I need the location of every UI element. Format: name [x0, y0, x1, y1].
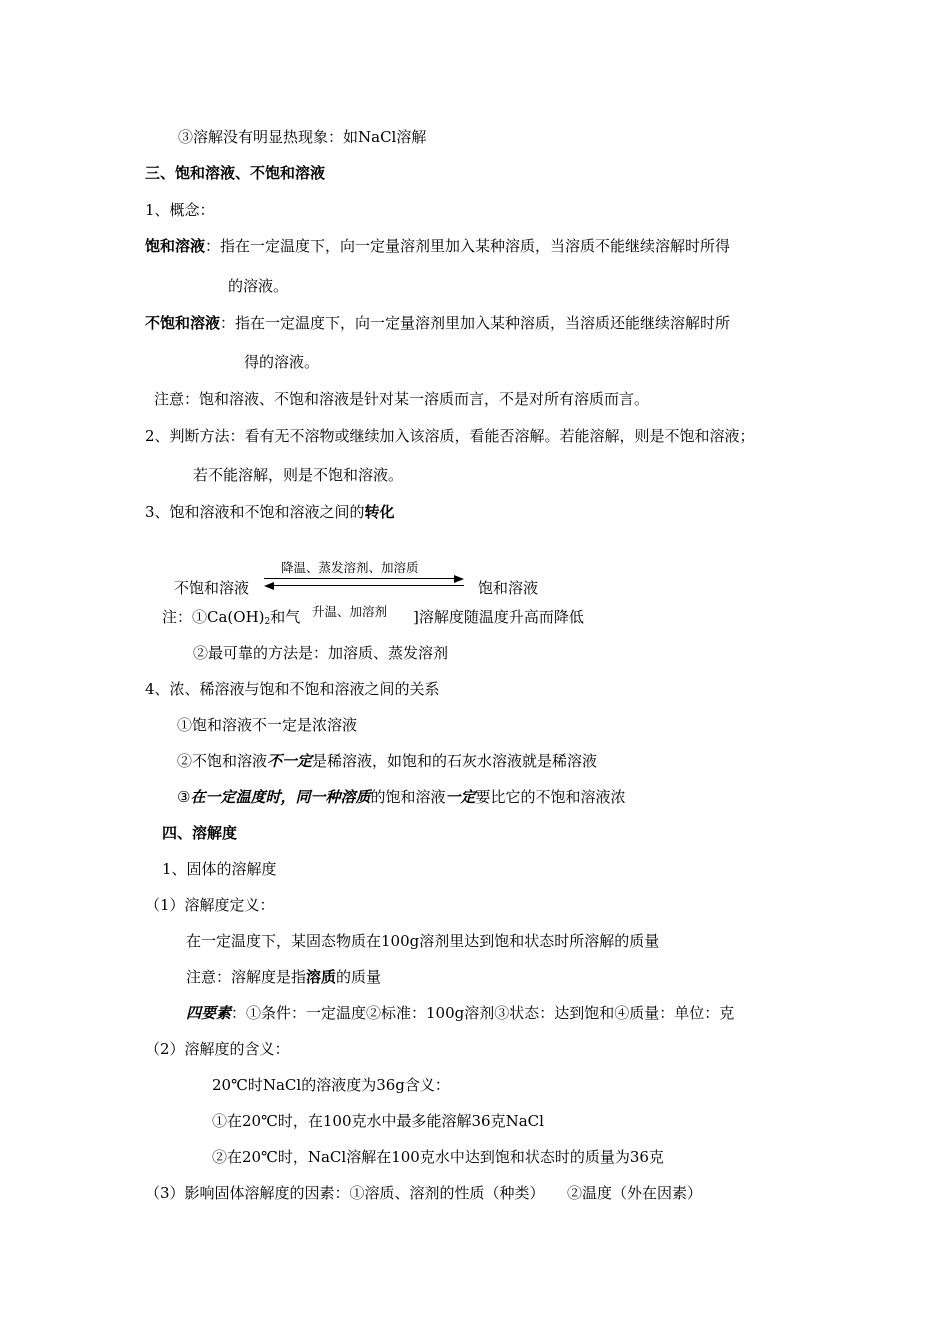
definition-note-bold: 溶质 [306, 968, 337, 986]
relation-2-c: 是稀溶液，如饱和的石灰水溶液就是稀溶液 [312, 752, 598, 770]
definition-heading: （1）溶解度定义： [145, 896, 275, 914]
relation-2-a: ②不饱和溶液 [177, 752, 268, 770]
backward-arrow-head [264, 582, 274, 590]
relation-3-a: ③ [177, 788, 191, 806]
diagram-unsaturated: 不饱和溶液 [174, 579, 250, 597]
unsaturated-def-text: ：指在一定温度下，向一定量溶剂里加入某种溶质，当溶质还能继续溶解时所 [220, 314, 731, 332]
note-caoh2-mid: 和气 [270, 608, 301, 626]
forward-arrow-line [264, 578, 454, 579]
meaning-heading: （2）溶解度的含义： [145, 1040, 290, 1058]
definition-note-c: 的质量 [336, 968, 382, 986]
note-caoh2 [162, 607, 300, 627]
judgement-method-cont: 若不能溶解，则是不饱和溶液。 [193, 466, 404, 484]
arrow-label-forward: 降温、蒸发溶剂、加溶质 [281, 560, 419, 575]
concept-heading: 1、概念： [145, 201, 215, 219]
relation-item-3 [177, 787, 626, 807]
relation-2-emph: 不一定 [267, 752, 313, 770]
relation-3-e: 要比它的不饱和溶液浓 [475, 788, 626, 806]
solid-solubility-heading: 1、固体的溶解度 [162, 860, 277, 878]
meaning-item-2: ②在20℃时，NaCl溶解在100克水中达到饱和状态时的质量为36克 [212, 1148, 664, 1166]
paragraph-heat-effect: ③溶解没有明显热现象：如NaCl溶解 [178, 128, 427, 146]
backward-arrow-line [274, 585, 464, 586]
four-elements-text: ：①条件：一定温度②标准：100g溶剂③状态：达到饱和④质量：单位：克 [231, 1004, 735, 1022]
saturated-term: 饱和溶液 [145, 237, 206, 255]
relation-item-2 [177, 751, 597, 771]
conversion-heading [145, 502, 395, 522]
saturated-definition-cont: 的溶液。 [228, 277, 289, 295]
four-elements-term: 四要素 [186, 1004, 232, 1022]
relation-heading: 4、浓、稀溶液与饱和不饱和溶液之间的关系 [145, 680, 440, 698]
note-caoh2-sub: 2 [264, 617, 271, 627]
conversion-heading-text: 3、饱和溶液和不饱和溶液之间的 [145, 503, 365, 521]
unsaturated-definition-cont: 得的溶液。 [244, 353, 320, 371]
diagram-saturated: 饱和溶液 [478, 579, 539, 597]
unsaturated-definition [145, 313, 730, 333]
relation-3-c: 的饱和溶液 [370, 788, 446, 806]
four-elements [186, 1003, 734, 1023]
meaning-example: 20℃时NaCl的溶液度为36g含义： [212, 1076, 450, 1094]
note-reliable-method: ②最可靠的方法是：加溶质、蒸发溶剂 [193, 644, 449, 662]
definition-text: 在一定温度下，某固态物质在100g溶剂里达到饱和状态时所溶解的质量 [186, 932, 660, 950]
saturated-definition [145, 236, 730, 256]
factors-line: （3）影响固体溶解度的因素：①溶质、溶剂的性质（种类） ②温度（外在因素） [145, 1184, 703, 1202]
definition-note [186, 967, 381, 987]
saturated-def-text: ：指在一定温度下，向一定量溶剂里加入某种溶质，当溶质不能继续溶解时所得 [205, 237, 731, 255]
relation-3-emph: 在一定温度时，同一种溶质 [190, 788, 371, 806]
relation-3-emph-2: 一定 [445, 788, 476, 806]
arrow-label-backward: 升温、加溶剂 [310, 602, 389, 622]
note-solute-specific: 注意：饱和溶液、不饱和溶液是针对某一溶质而言，不是对所有溶质而言。 [154, 390, 650, 408]
section-4-title: 四、溶解度 [162, 824, 238, 842]
definition-note-a: 注意：溶解度是指 [186, 968, 307, 986]
forward-arrow-head [454, 575, 464, 583]
meaning-item-1: ①在20℃时，在100克水中最多能溶解36克NaCl [212, 1112, 544, 1130]
conversion-heading-bold: 转化 [364, 503, 395, 521]
unsaturated-term: 不饱和溶液 [145, 314, 221, 332]
note-caoh2-pre: 注：①Ca(OH) [162, 608, 265, 626]
relation-item-1: ①饱和溶液不一定是浓溶液 [177, 716, 358, 734]
note-caoh2-end: ]溶解度随温度升高而降低 [413, 608, 584, 626]
section-3-title: 三、饱和溶液、不饱和溶液 [145, 164, 326, 182]
judgement-method: 2、判断方法：看有无不溶物或继续加入该溶质，看能否溶解。若能溶解，则是不饱和溶液； [145, 427, 755, 445]
